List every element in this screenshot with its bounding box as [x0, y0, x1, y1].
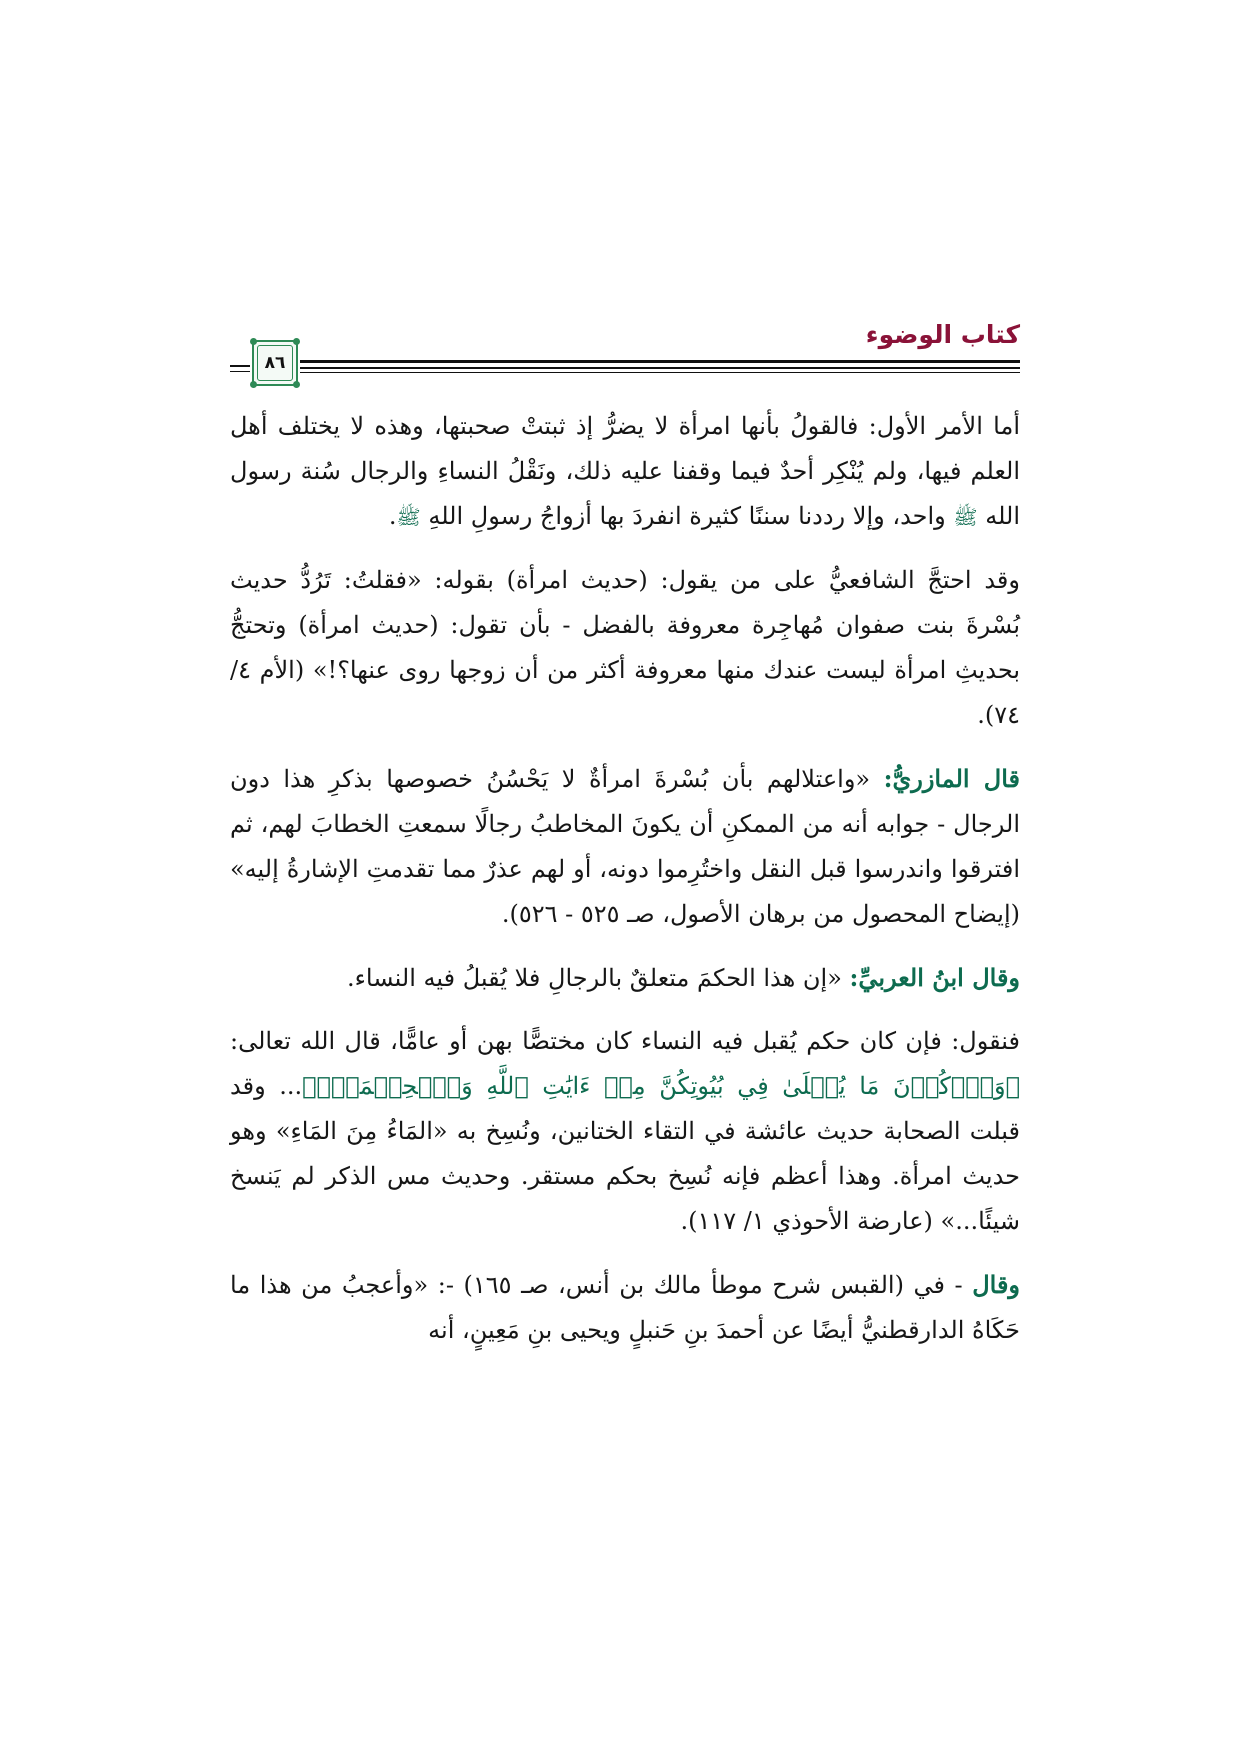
page-header — [230, 312, 1020, 390]
paragraph-2: وقد احتجَّ الشافعيُّ على من يقول: (حديث امرأة) بقوله: «فقلتُ: تَرُدُّ حديث بُسْرةَ بنت صفوان مُهاجِرة معروفة بالفضل - بأن تقول: (حديث امرأة) وتحتجُّ بحديثِ امرأة ليست عندك منها معروفة أكثر من أن زوجها روى عنها؟!» (الأم ٤/ ٧٤). — [230, 566, 1020, 729]
page-number: ٨٦ — [264, 353, 286, 373]
quote-lead: قال المازريُّ: — [883, 764, 1020, 793]
paragraph-text: «واعتلالهم بأن بُسْرةَ امرأةٌ لا يَحْسُنُ خصوصها بذكرِ هذا دون الرجال - جوابه أنه من الممكنِ أن يكونَ المخاطبُ رجالًا سمعتِ الخطابَ لهم، ثم افترقوا واندرسوا قبل النقل واختُرِموا دونه، أو لهم عذرٌ مما تقدمتِ الإشارةُ إليه» (إيضاح المحصول من برهان الأصول، صـ ٥٢٥ - ٥٢٦). — [230, 765, 1020, 928]
page-content — [230, 404, 1020, 1371]
paragraph-text: . — [388, 502, 397, 530]
paragraph-text: فنقول: فإن كان حكم يُقبل فيه النساء كان مختصًّا بهن أو عامًّا، قال الله تعالى: — [230, 1027, 1020, 1055]
paragraph-4 — [230, 955, 1020, 1001]
paragraph-3 — [230, 756, 1020, 937]
paragraph-text: أما الأمر الأول: فالقولُ بأنها امرأة لا يضرُّ إذ ثبتتْ صحبتها، وهذه لا يختلف أهل العلم فيها، ولم يُنْكِر أحدٌ فيما وقفنا عليه ذلك، ونَقْلُ النساءِ والرجال سُنة رسول الله — [230, 412, 1020, 530]
ornament-icon — [250, 338, 257, 345]
paragraph-text: - في (القبس شرح موطأ مالك بن أنس، صـ ١٦٥) -: «وأعجبُ من هذا ما حَكَاهُ الدارقطنيُّ أيضًا عن أحمدَ بنِ حَنبلٍ ويحيى بنِ مَعِينٍ، أنه — [230, 1271, 1020, 1344]
page-number-badge — [252, 340, 298, 386]
header-rule — [300, 372, 1020, 373]
salutation-glyph: ﷺ — [953, 505, 978, 529]
header-rule — [300, 367, 1020, 369]
quote-lead: وقال ابنُ العربيِّ: — [849, 963, 1020, 992]
paragraph-text: واحد، وإلا رددنا سننًا كثيرة انفردَ بها أزواجُ رسولِ اللهِ — [420, 502, 954, 530]
header-rule-short — [230, 365, 250, 367]
book-title: كتاب الوضوء — [865, 320, 1020, 349]
paragraph-6 — [230, 1262, 1020, 1353]
salutation-glyph: ﷺ — [396, 505, 421, 529]
paragraph-text: «إن هذا الحكمَ متعلقٌ بالرجالِ فلا يُقبلُ فيه النساء. — [347, 964, 850, 992]
quote-lead: وقال — [972, 1270, 1020, 1299]
paragraph-text: ... وقد قبلت الصحابة حديث عائشة في التقاء الختانين، ونُسِخ به «المَاءُ مِنَ المَاءِ» وهو حديث امرأة. وهذا أعظم فإنه نُسِخ بحكم مستقر. وحديث مس الذكر لم يَنسخ شيئًا...» (عارضة الأحوذي ١/ ١١٧). — [230, 1072, 1020, 1235]
ornament-icon — [293, 381, 300, 388]
paragraph-5 — [230, 1019, 1020, 1244]
header-rule-short — [230, 371, 250, 372]
ornament-icon — [250, 381, 257, 388]
paragraph-1 — [230, 404, 1020, 540]
quran-verse: ﴿وَٱذۡكُرۡنَ مَا يُتۡلَىٰ فِي بُيُوتِكُنَّ مِنۡ ءَايَٰتِ ٱللَّهِ وَٱلۡحِكۡمَةِۚ﴾ — [302, 1072, 1020, 1100]
ornament-icon — [293, 338, 300, 345]
header-rule — [300, 360, 1020, 363]
